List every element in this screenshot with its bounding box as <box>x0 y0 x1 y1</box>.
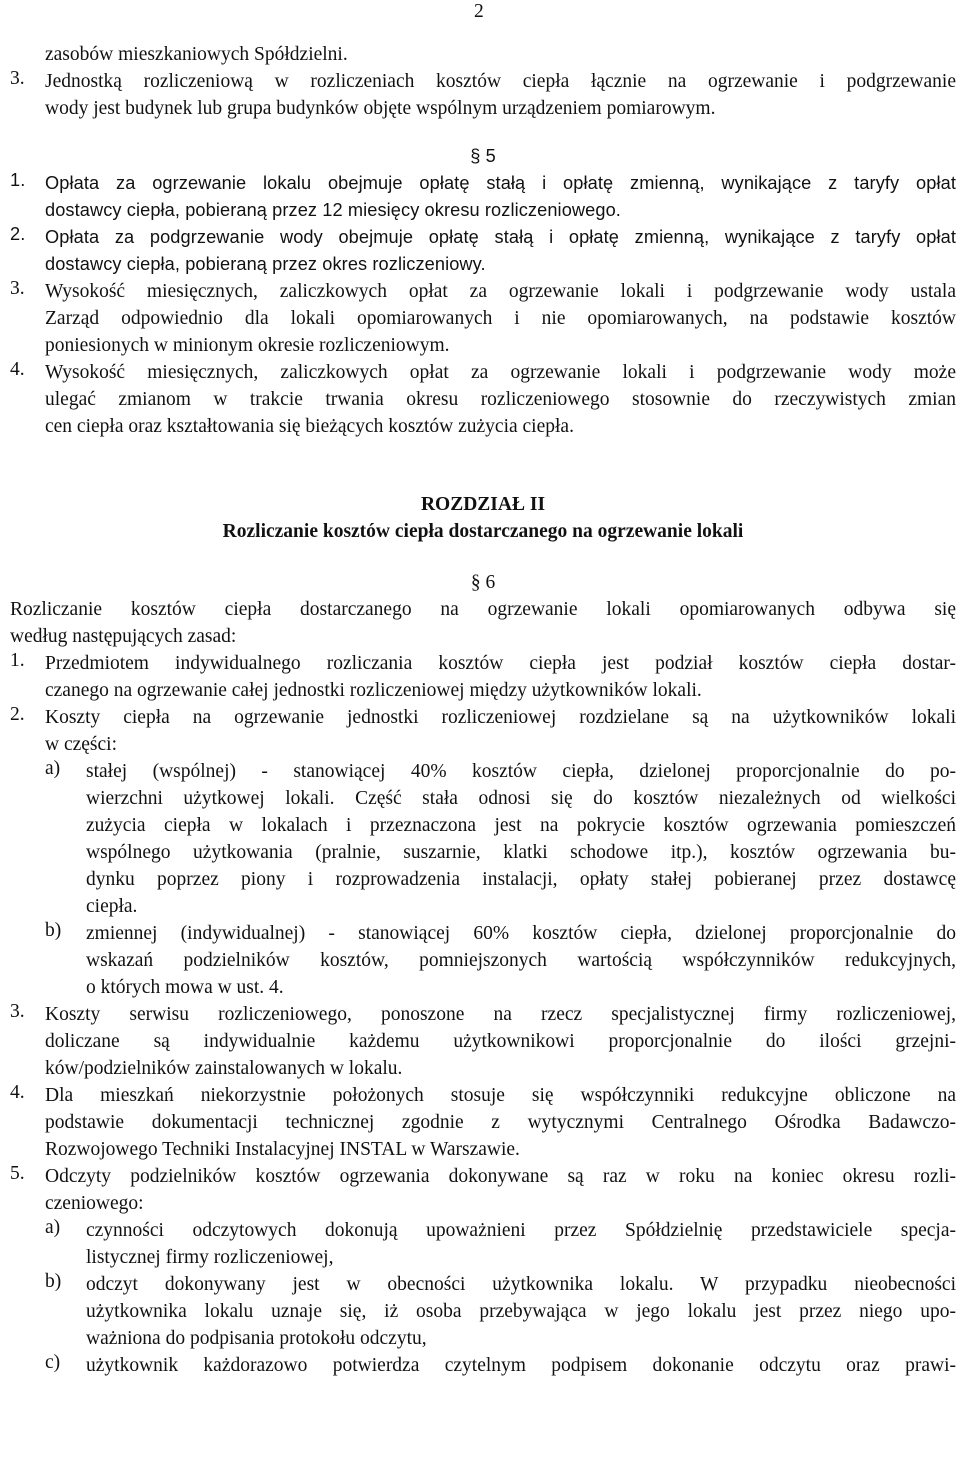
text-line: Koszty serwisu rozliczeniowego, ponoszone na rzecz specjalistycznej firmy rozliczeniowej, <box>45 1004 956 1025</box>
page-number: 2 <box>474 1 484 22</box>
text-line: Wysokość miesięcznych, zaliczkowych opłat za ogrzewanie lokali i podgrzewanie wody może <box>45 362 956 383</box>
sub-item-letter: a) <box>45 1217 61 1238</box>
text-line: dynku poprzez piony i rozprowadzenia instalacji, opłaty stałej pobieranej przez dostawcę <box>86 869 956 890</box>
sub-item-letter: b) <box>45 1271 62 1292</box>
text-line: czeniowego: <box>45 1193 144 1214</box>
list-item <box>10 278 956 359</box>
text-line: według następujących zasad: <box>10 626 237 647</box>
list-item <box>10 1001 956 1082</box>
item-number: 4. <box>10 1082 25 1103</box>
list-item <box>10 224 956 278</box>
text-line: Przedmiotem indywidualnego rozliczania kosztów ciepła jest podział kosztów ciepła dostar- <box>45 653 956 674</box>
text-line: ważniona do podpisania protokołu odczytu, <box>86 1328 427 1349</box>
text-line: wody jest budynek lub grupa budynków objęte wspólnym urządzeniem pomiarowym. <box>45 98 716 119</box>
sub-item <box>45 1271 956 1352</box>
item-number: 2. <box>10 704 25 725</box>
sub-item-letter: c) <box>45 1352 61 1373</box>
text-line: w części: <box>45 734 118 755</box>
text-line: podstawie dokumentacji technicznej zgodnie z wytycznymi Centralnego Ośrodka Badawczo- <box>45 1112 956 1133</box>
item-number: 3. <box>10 68 25 89</box>
text-line: zmiennej (indywidualnej) - stanowiącej 60% kosztów ciepła, dzielonej proporcjonalnie do <box>86 923 956 944</box>
text-line: ciepła. <box>86 896 138 917</box>
text-line: czanego na ogrzewanie całej jednostki rozliczeniowej między użytkowników lokali. <box>45 680 702 701</box>
sub-item-letter: b) <box>45 920 62 941</box>
text-line: Koszty ciepła na ogrzewanie jednostki rozliczeniowej rozdzielane są na użytkowników lokali <box>45 707 956 728</box>
text-line: odczyt dokonywany jest w obecności użytkownika lokalu. W przypadku nieobecności <box>86 1274 956 1295</box>
list-item <box>10 359 956 440</box>
text-line: poniesionych w minionym okresie rozliczeniowym. <box>45 335 450 356</box>
text-line: doliczane są indywidualnie każdemu użytkownikowi proporcjonalnie do ilości grzejni- <box>45 1031 956 1052</box>
text-line: Rozwojowego Techniki Instalacyjnej INSTAL w Warszawie. <box>45 1139 520 1160</box>
text-line: wspólnego użytkowania (pralnie, suszarnie, klatki schodowe itp.), kosztów ogrzewania bu- <box>86 842 956 863</box>
item-number: 2. <box>10 224 26 244</box>
list-item <box>10 1082 956 1163</box>
text-line: Jednostką rozliczeniową w rozliczeniach kosztów ciepła łącznie na ogrzewanie i podgrzewanie <box>45 71 956 92</box>
text-line: cen ciepła oraz kształtowania się bieżących kosztów zużycia ciepła. <box>45 416 574 437</box>
item-number: 1. <box>10 170 26 190</box>
text-line: Odczyty podzielników kosztów ogrzewania dokonywane są raz w roku na koniec okresu rozli- <box>45 1166 956 1187</box>
section-heading: § 6 <box>470 572 496 593</box>
text-line: Opłata za podgrzewanie wody obejmuje opłatę stałą i opłatę zmienną, wynikające z taryfy opłat <box>45 227 956 247</box>
item-number: 4. <box>10 359 25 380</box>
sub-item <box>45 1352 956 1379</box>
list-item <box>10 170 956 224</box>
list-item <box>10 1163 956 1217</box>
sub-item-letter: a) <box>45 758 61 779</box>
document-page <box>10 41 956 1379</box>
text-line: dostawcy ciepła, pobieraną przez okres rozliczeniowy. <box>45 254 486 274</box>
item-number: 5. <box>10 1163 25 1184</box>
text-line: użytkownik każdorazowo potwierdza czytelnym podpisem dokonanie odczytu oraz prawi- <box>86 1355 956 1376</box>
list-item <box>10 650 956 704</box>
text-line: zasobów mieszkaniowych Spółdzielni. <box>45 44 348 65</box>
chapter-subtitle: Rozliczanie kosztów ciepła dostarczanego na ogrzewanie lokali <box>222 521 744 542</box>
text-line: o których mowa w ust. 4. <box>86 977 284 998</box>
item-number: 3. <box>10 1001 25 1022</box>
text-line: użytkownika lokalu uznaje się, iż osoba przebywająca w jego lokalu jest przez niego upo- <box>86 1301 956 1322</box>
sub-item <box>45 920 956 1001</box>
text-line: Zarząd odpowiednio dla lokali opomiarowanych i nie opomiarowanych, na podstawie kosztów <box>45 308 956 329</box>
section-heading: § 5 <box>470 146 496 166</box>
list-item <box>10 704 956 758</box>
text-line: listycznej firmy rozliczeniowej, <box>86 1247 334 1268</box>
text-line: wierzchni użytkowej lokali. Część stała odnosi się do kosztów niezależnych od wielkości <box>86 788 956 809</box>
text-line: ulegać zmianom w trakcie trwania okresu rozliczeniowego stosownie do rzeczywistych zmian <box>45 389 956 410</box>
item-number: 3. <box>10 278 25 299</box>
sub-item <box>45 758 956 920</box>
item-number: 1. <box>10 650 25 671</box>
text-line: Opłata za ogrzewanie lokalu obejmuje opłatę stałą i opłatę zmienną, wynikające z taryfy opłat <box>45 173 956 193</box>
text-line: ków/podzielników zainstalowanych w lokalu. <box>45 1058 403 1079</box>
text-line: zużycia ciepła w lokalach i przeznaczona jest na pokrycie kosztów ogrzewania pomieszczeń <box>86 815 956 836</box>
chapter-title: ROZDZIAŁ II <box>420 494 546 515</box>
list-item <box>10 68 956 122</box>
sub-item <box>45 1217 956 1271</box>
text-line: Wysokość miesięcznych, zaliczkowych opłat za ogrzewanie lokali i podgrzewanie wody ustala <box>45 281 956 302</box>
text-line: czynności odczytowych dokonują upoważnieni przez Spółdzielnię przedstawiciele specja- <box>86 1220 956 1241</box>
text-line: wskazań podzielników kosztów, pomniejszonych wartością współczynników redukcyjnych, <box>86 950 956 971</box>
text-line: Dla mieszkań niekorzystnie położonych stosuje się współczynniki redukcyjne obliczone na <box>45 1085 956 1106</box>
text-line: dostawcy ciepła, pobieraną przez 12 miesięcy okresu rozliczeniowego. <box>45 200 621 220</box>
text-line: stałej (wspólnej) - stanowiącej 40% kosztów ciepła, dzielonej proporcjonalnie do po- <box>86 761 956 782</box>
text-line: Rozliczanie kosztów ciepła dostarczanego na ogrzewanie lokali opomiarowanych odbywa się <box>10 599 956 620</box>
